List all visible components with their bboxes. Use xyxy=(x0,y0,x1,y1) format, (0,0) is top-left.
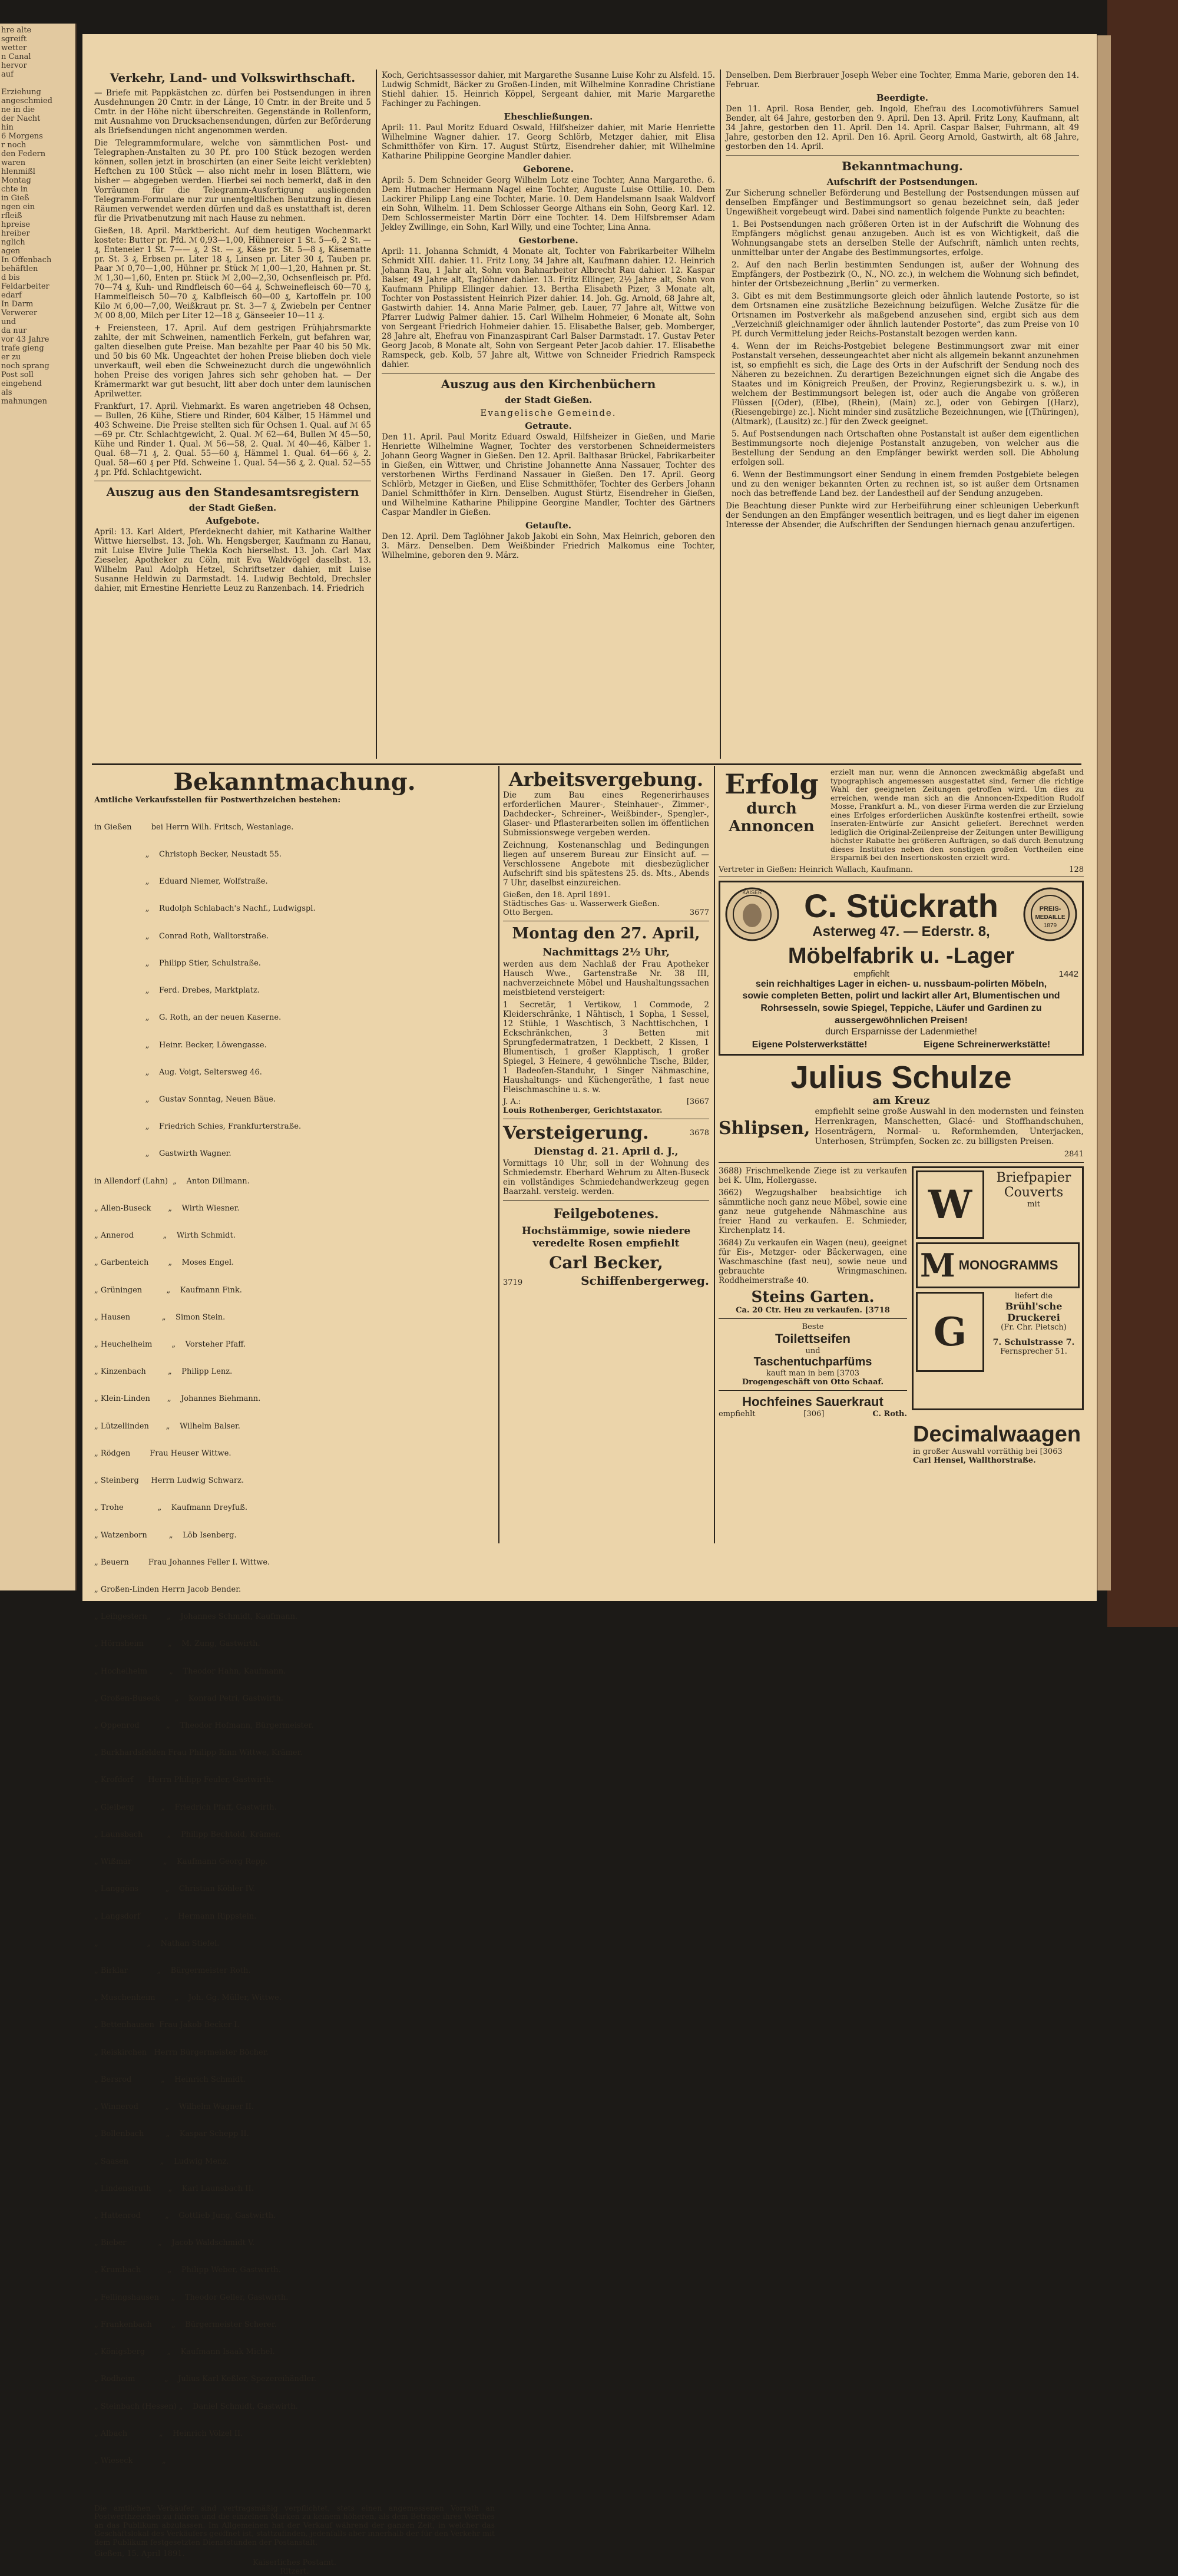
list-item: „ Königsberg „ Kaufmann Isaak Michel. xyxy=(94,2347,275,2357)
stueckrath-address: Asterweg 47. — Ederstr. 8, xyxy=(812,923,990,940)
kirchen-subheading: der Stadt Gießen. xyxy=(504,395,593,405)
montag-sign: J. A.: xyxy=(503,1097,521,1106)
list-item: „ Langgöns „ Christian Köhler IV. xyxy=(94,1884,255,1894)
schulze-number: 2841 xyxy=(1064,1149,1084,1159)
steins-garten-title: Steins Garten. xyxy=(751,1288,875,1306)
versteigerung-head xyxy=(503,1123,709,1143)
versteigerung-number: 3678 xyxy=(689,1129,709,1137)
list-item: „ Hattenrod „ Gottlieb Jung, Gastwirth. xyxy=(94,2211,276,2220)
bekanntmachung-1-item: 4. Wenn der im Reichs-Postgebiet belegene Bestimmungsort zwar mit einer Postanstalt versehen, desseungeachtet aber nicht als allgemein bekannt anzunehmen ist, so empfiehlt es sich, die Lage des Orts in der Aufschrift der Sendung noch des Näheren zu bezeichnen. Zu derartigen Bezeichnungen eignet sich die Angabe des Staates und im Königreich Preußen, der Provinz, Regierungsbezirk u. s. w.), in welchem der Bestimmungsort belegen ist, oder auch die Angabe von größeren Flüssen [(Oder), (Elbe), (Rhein), (Main) zc.], oder von Gebirgen [(Harz), (Riesengebirge) zc.]. Nicht minder sind zusätzliche Bezeichnungen, wie [(Thüringen), (Altmark), (Lausitz) zc.] für den Zweck geeignet. xyxy=(732,342,1079,426)
list-item: „ Launsbach „ Philipp Bechtold, Krämer. xyxy=(94,1830,281,1839)
stueckrath-text-1: sein reichhaltiges Lager in eichen- u. nussbaum-polirten Möbeln, xyxy=(755,978,1047,989)
briefpapier-monogramms xyxy=(916,1242,1080,1288)
list-item: „ G. Roth, an der neuen Kaserne. xyxy=(94,1013,282,1023)
arbeitsvergebung-date: Gießen, den 18. April 1891. xyxy=(503,891,611,900)
bekanntmachung-1-item: 5. Auf Postsendungen nach Ortschaften ohne Postanstalt ist außer dem eigentlichen Bestimmungsorte noch diejenige Postanstalt anzugeben, von welcher aus die Bestellung der Sendung an den Empfänger bewirkt werden soll. Die Abholung erfolgen soll. xyxy=(732,429,1079,467)
erfolg-ad-big-2: durch Annoncen xyxy=(729,800,815,835)
stueckrath-number: 1442 xyxy=(1058,968,1078,979)
list-item: „ Gustav Sonntag, Neuen Bäue. xyxy=(94,1095,276,1104)
getraute-heading: Getraute. xyxy=(525,421,572,431)
monogram-w-icon: W xyxy=(916,1170,984,1239)
list-item: „ Bollenbach „ Kaspar Schepp II. xyxy=(94,2129,249,2139)
decimalwaagen-title: Decimalwaagen xyxy=(913,1421,1081,1447)
list-item: „ Allen-Buseck „ Wirth Wiesner. xyxy=(94,1203,240,1213)
schulze-sub: am Kreuz xyxy=(872,1094,930,1107)
kirchen-gemeinde: Evangelische Gemeinde. xyxy=(480,408,617,418)
briefpapier-liefert: liefert die xyxy=(1014,1291,1053,1301)
beerdigte-heading: Beerdigte. xyxy=(876,92,929,103)
list-item: „ Fellingshausen „ Theodor Geller, Gastwirth. xyxy=(94,2293,289,2302)
list-item: „ Großen-Linden Herrn Jacob Bender. xyxy=(94,1585,241,1594)
list-item: „ Friedrich Schies, Frankfurterstraße. xyxy=(94,1122,302,1132)
list-item: „ Steinberg Herrn Ludwig Schwarz. xyxy=(94,1476,244,1486)
list-item: „ Christoph Becker, Neustadt 55. xyxy=(94,850,282,859)
list-item: „ Oppenrod „ Theodor Hofmann, Bürgermeister. xyxy=(94,1721,314,1731)
list-item: „ Burkhardsfelden Frau Philipp Rinn Wittwe, Krämer. xyxy=(94,1748,303,1758)
post-ad-name: Ritzert. xyxy=(280,2567,309,2576)
column-1 xyxy=(94,71,371,760)
montag-text-1: werden aus dem Nachlaß der Frau Apotheker Hausch Wwe., Gartenstraße Nr. 38 III, nachverzeichnete Möbel und Haushaltungssachen meistbietend versteigert: xyxy=(503,960,709,997)
medal-text-2: MEDAILLE xyxy=(1035,914,1066,921)
page-edge xyxy=(1097,35,1111,1590)
stueckrath-ad xyxy=(719,881,1084,1056)
toilette-und: und xyxy=(805,1346,820,1355)
section-rule xyxy=(92,763,1081,765)
geborene-heading: Geborene. xyxy=(523,164,574,174)
list-item: „ Krumbach „ Philipp Weber, Gastwirth. xyxy=(94,2266,281,2275)
list-item: „ Langsdorf „ Hermann Rippstein. xyxy=(94,1912,257,1921)
briefpapier-address: 7. Schulstrasse 7. xyxy=(992,1337,1075,1347)
list-item: „ Philipp Stier, Schulstraße. xyxy=(94,958,261,968)
divider xyxy=(719,1390,907,1391)
schulze-name: Julius Schulze xyxy=(790,1059,1012,1095)
column-rule xyxy=(720,70,721,759)
getaufte-text: Den 12. April. Dem Taglöhner Jakob Jakobi ein Sohn, Max Heinrich, geboren den 3. März. Denselben. Dem Weißbinder Friedrich Malkomus eine Tochter, Wilhelmine, geboren den 9. März. xyxy=(382,532,715,560)
stueckrath-empfiehlt-row xyxy=(724,969,1078,979)
kleinanzeige-1: 3688) Frischmelkende Ziege ist zu verkaufen bei K. Ulm, Hollergasse. xyxy=(719,1166,907,1185)
divider xyxy=(726,155,1079,156)
feilgebotenes-address: Schiffenbergerweg. xyxy=(581,1274,709,1288)
gestorbene-text: April: 11. Johanna Schmidt, 4 Monate alt, Tochter von Fabrikarbeiter Wilhelm Schmidt XIII. dahier. 11. Fritz Lony, 34 Jahre alt, Kaufmann dahier. 12. Heinrich Johann Rau, 1 Jahr alt, Sohn von Bahnarbeiter Albrecht Rau dahier. 12. Kaspar Balser, 49 Jahre alt, Taglöhner dahier. 13. Fritz Ellinger, 2½ Jahre alt, Sohn von Kaufmann Philipp Ellinger dahier. 13. Bertha Elisabeth Pizer, 3 Monate alt, Tochter von Postassistent Heinrich Pizer dahier. 14. Joh. Gg. Arnold, 68 Jahre alt, Gastwirth dahier. 14. Anna Marie Palmer, geb. Lauer, 77 Jahre alt, Wittwe von Pfarrer Ludwig Palmer dahier. 15. Carl Wilhelm Hohmeier, 6 Monate alt, Sohn von Sergeant Friedrich Hohmeier dahier. 15. Elisabethe Balser, geb. Momberger, 28 Jahre alt, Ehefrau von Finanzaspirant Carl Balser Darmstadt. 17. Gustav Peter Georg Jacob, 8 Monate alt, Sohn von Sergeant Peter Jacob dahier. 17. Elisabethe Ramspeck, geb. Kolb, 57 Jahre alt, Wittwe von Schneider Friedrich Ramspeck dahier. xyxy=(382,247,715,369)
list-item: „ Watzenborn „ Löb Isenberg. xyxy=(94,1530,237,1540)
bekanntmachung-1-item: 6. Wenn der Bestimmungsort einer Sendung in einem fremden Postgebiete belegen und zu den weniger bekannten Orten zu rechnen ist, so ist außer dem Ortsnamen noch das betreffende Land bez. der Landestheil auf der Sendung anzugeben. xyxy=(732,470,1079,498)
list-item: „ Krofdorf Herrn Philipp Feuler, Gastwirth. xyxy=(94,1775,274,1785)
post-ad-sign: Kaiserliches Postamt. xyxy=(252,2558,337,2568)
medal-text-3: 1879 xyxy=(1043,922,1057,929)
medal-icon xyxy=(724,886,780,943)
list-item: „ Heinr. Becker, Löwengasse. xyxy=(94,1040,267,1050)
verkehr-para-4: + Freiensteen, 17. April. Auf dem gestrigen Frühjahrsmarkte zahlte, der mit Schweinen, namentlich Ferkeln, gut befahren war, galten dieselben gute Preise. Man bezahlte per Paar 40 bis 50 Mk. und 50 bis 60 Mk. Ungeachtet der hohen Preise blieben doch viele unverkauft, weil eben die Schweinezucht durch die ungewöhnlich hohen Preise des vorigen Jahres sich sehr gehoben hat. — Der Krämermarkt war gut besucht, litt aber doch unter dem launischen Aprilwetter. xyxy=(94,323,371,399)
eheschliessungen-heading: Eheschließungen. xyxy=(504,111,593,122)
list-item: „ Wieseck „ xyxy=(94,2456,166,2465)
erfolg-ad-headline xyxy=(719,768,825,865)
briefpapier-line-2: Couverts xyxy=(1004,1185,1064,1200)
right-ads xyxy=(719,768,1084,1557)
verkehr-para-2: Die Telegrammformulare, welche von sämmtlichen Post- und Telegraphen-Anstalten zu 30 Pf. pro 100 Stück bezogen werden können, sollen jetzt in broschirten (an einer Seite leicht verklebten) Heftchen zu 100 Stück — also nicht mehr in losen Blättern, wie bisher — abgegeben werden. Hierbei sei noch bemerkt, daß in den Vorräumen für die Telegramm-Ausfertigung ausliegenden Telegramm-Formulare nur zur unentgeltlichen Benutzung in diesen Räumen verwendet werden dürfen und daß es unstatthaft ist, deren für die Privatbenutzung mit nach Hause zu nehmen. xyxy=(94,138,371,223)
small-ads-left xyxy=(719,1166,907,1418)
aufgebote-text: April: 13. Karl Aldert, Pferdeknecht dahier, mit Katharine Walther Wittwe hierselbst. 13. Joh. Wh. Hengsberger, Kaufmann zu Hanau, mit Luise Elvire Julie Thekla Koch hierselbst. 13. Joh. Carl Max Zieseler, Apotheker zu Cöln, mit Eva Waldvögel daselbst. 13. Wilhelm Paul Adolph Hetzel, Schriftsetzer dahier, mit Luise Susanne Heldwin zu Darmstadt. 14. Ludwig Bechtold, Drechsler dahier, mit Ernestine Henriette Leuz zu Ranzenbach. 14. Friedrich xyxy=(94,527,371,593)
list-item: „ Reiskirchen Herrn Bürgermeister Böcher. xyxy=(94,2048,269,2057)
briefpapier-owner: (Fr. Chr. Pietsch) xyxy=(1001,1322,1067,1332)
list-item: „ Gleiberg „ Friedrich Pfaff, Gastwirth. xyxy=(94,1803,277,1812)
eheschliessungen-text: April: 11. Paul Moritz Eduard Oswald, Hilfsheizer dahier, mit Marie Henriette Wilhelmine Wagner dahier. 17. Georg Schlörb, Metzger dahier, mit Elisa Schmitthöfer von Kirn. 17. August Stürtz, Eisendreher dahier, mit Wilhelmine Katharine Philippine Georgine Mandler dahier. xyxy=(382,123,715,161)
list-item: „ Winnerod „ Wilhelm Wagner II. xyxy=(94,2102,254,2112)
list-item: „ Muschenheim „ Joh. Gg. Müller, Wittwe. xyxy=(94,1993,282,2003)
medal-icon xyxy=(1022,886,1078,943)
arbeitsvergebung-footer xyxy=(503,908,709,917)
medal-text-1: PREIS- xyxy=(1039,905,1061,912)
aufgebote-heading: Aufgebote. xyxy=(206,515,260,526)
stueckrath-text-2: sowie completen Betten, polirt und lackirt aller Art, Blumentischen und Rohrsesseln, sowie Spiegel, Teppiche, Läufer und Gardinen zu aussergewöhnlichen Preisen! xyxy=(742,990,1060,1026)
list-item: „ Albach „ Heinrich Völzel II. xyxy=(94,2429,243,2438)
list-item: in Gießen bei Herrn Wilh. Fritsch, Westanlage. xyxy=(94,822,294,832)
montag-sub: Nachmittags 2½ Uhr, xyxy=(542,946,670,958)
list-item: „ Rudolph Schlabach's Nachf., Ludwigspl. xyxy=(94,904,316,914)
column-rule xyxy=(498,766,499,1543)
list-item: „ Rödgen Frau Heuser Wittwe. xyxy=(94,1449,231,1458)
sauerkraut-empfiehlt: empfiehlt xyxy=(719,1409,756,1418)
feilgebotenes-footer xyxy=(503,1274,709,1288)
column-3-continuation: Denselben. Dem Bierbrauer Joseph Weber eine Tochter, Emma Marie, geboren den 14. Februar. xyxy=(726,71,1079,90)
sauerkraut-title: Hochfeines Sauerkraut xyxy=(742,1394,884,1409)
stueckrath-empfiehlt: empfiehlt xyxy=(853,968,889,979)
toilette-kauft: kauft man in bem [3703 xyxy=(766,1368,860,1378)
list-item: „ Garbenteich „ Moses Engel. xyxy=(94,1258,234,1268)
briefpapier-text-block xyxy=(988,1170,1080,1239)
versteigerung-title: Versteigerung. xyxy=(503,1123,649,1143)
list-item: „ Leihgestern „ Johannes Schmidt, Kaufmann. xyxy=(94,1612,298,1622)
steins-garten-text: Ca. 20 Ctr. Heu zu verkaufen. [3718 xyxy=(736,1305,890,1315)
briefpapier-monogramms-text: MONOGRAMMS xyxy=(958,1257,1058,1272)
schulze-shlipsen: Shlipsen, xyxy=(719,1117,810,1139)
post-ad-title: Bekanntmachung. xyxy=(173,768,416,796)
verkehr-para-3: Gießen, 18. April. Marktbericht. Auf dem heutigen Wochenmarkt kostete: Butter pr. Pfd. ℳ 0,93—1,00, Hühnereier 1 St. 5—6, 2 St. — ₰, Enteneier 1 St. 7—— ₰, 2 St. — ₰, Käse pr. St. 5—8 ₰, Käsematte pr. St. 3 ₰, Erbsen pr. Liter 18 ₰, Linsen pr. Liter 30 ₰, Tauben pr. Paar ℳ 0,70—1,00, Hühner pr. Stück ℳ 1,00—1,20, Hahnen pr. St. ℳ 1,30—1,60, Enten pr. Stück ℳ 2,00—2,30, Ochsenfleisch pr. Pfd. 70—74 ₰, Kuh- und Rindfleisch 60—64 ₰, Schweinefleisch 60—70 ₰, Hammelfleisch 50—70 ₰, Kalbfleisch 60—00 ₰, Kartoffeln pr. 100 Kilo ℳ 6,00—7,00, Weißkraut pr. St. 3—7 ₰, Zwiebeln per Centner ℳ 00 8,00, Milch per Liter 12—18 ₰, Gänseeier 10—11 ₰. xyxy=(94,226,371,320)
list-item: „ Hausen „ Simon Stein. xyxy=(94,1312,226,1322)
getraute-text: Den 11. April. Paul Moritz Eduard Oswald, Hilfsheizer in Gießen, und Marie Henriette Wilhelmine Wagner, Tochter des verstorbenen Schneidermeisters Johann Georg Wagner in Gießen. Den 12. April. Balthasar Brückel, Fabrikarbeiter in Gießen, ein Wittwer, und Christine Johannette Anna Nassauer, Tochter des verstorbenen Wirths Ferdinand Nassauer in Gießen. Den 17. April. Georg Schlörb, Metzger in Gießen, und Elise Schmitthöfer, Tochter des Gerbers Johann Daniel Schmitthöfer in Kirn. Denselben. August Stürtz, Eisendreher in Gießen, und Wilhelmine Katharine Philippine Georgine Mandler, Tochter des Gärtners Caspar Mandler in Gießen. xyxy=(382,432,715,517)
erfolg-ad-text: erzielt man nur, wenn die Annoncen zweckmäßig abgefaßt und typographisch angemessen ausgestattet sind, ferner die richtige Wahl der geeigneten Zeitungen getroffen wird. Um dies zu erreichen, wende man sich an die Annoncen-Expedition Rudolf Mosse, Frankfurt a. M., von dieser Firma werden die zur Erzielung eines Erfolges erforderlichen Auskünfte kostenfrei ertheilt, sowie Inseraten-Entwürfe zur Ansicht geliefert. Berechnet werden lediglich die Original-Zeilenpreise der Zeitungen unter Bewilligung höchster Rabatte bei größeren Aufträgen, so daß durch Benutzung dieses Institutes neben den sonstigen großen Vortheilen eine Ersparniß bei den Insertionskosten erzielt wird. xyxy=(830,768,1084,862)
kleinanzeige-3: 3684) Zu verkaufen ein Wagen (neu), geeignet für Eis-, Metzger- oder Bäckerwagen, eine Waschmaschine (fast neu), sowie neue und gebrauchte Wringmaschinen. Roddheimerstraße 40. xyxy=(719,1238,907,1285)
versteigerung-text: Vormittags 10 Uhr, soll in der Wohnung des Schmiedemstr. Eberhard Wehrum zu Alten-Buseck ein vollständiges Schmiedehandwerkzeug gegen Baarzahl. versteig. werden. xyxy=(503,1159,709,1196)
arbeitsvergebung-sign: Städtisches Gas- u. Wasserwerk Gießen. xyxy=(503,900,660,908)
briefpapier-line-3: mit xyxy=(1027,1199,1040,1209)
schulze-body xyxy=(719,1107,1084,1150)
beerdigte-text: Den 11. April. Rosa Bender, geb. Ingold, Ehefrau des Locomotivführers Samuel Bender, alt 64 Jahre, gestorben den 9. April. Den 13. April. Fritz Lony, Kaufmann, alt 34 Jahre, gestorben den 11. April. Den 14. April. Caspar Balser, Fuhrmann, alt 49 Jahre, gestorben den 12. April. Den 16. April. Georg Arnold, Gastwirth, alt 68 Jahre, gestorben den 14. April. xyxy=(726,104,1079,151)
list-item: „ „ Nathan Stiefel. xyxy=(94,1939,220,1948)
feilgebotenes-name: Carl Becker, xyxy=(549,1253,663,1272)
briefpapier-phone: Fernsprecher 51. xyxy=(1000,1347,1067,1356)
bekanntmachung-1-item: 2. Auf den nach Berlin bestimmten Sendungen ist, außer der Wohnung des Empfängers, der Postbezirk (O., N., NO. zc.), in welchem die Wohnung sich befindet, hinter der Ortsbezeichnung „Berlin“ zu vermerken. xyxy=(732,260,1079,289)
arbeitsvergebung-title: Arbeitsvergebung. xyxy=(508,768,704,791)
gestorbene-heading: Gestorbene. xyxy=(518,235,578,246)
list-item: „ Hörnsheim „ M. Zung, Gastwirth. xyxy=(94,1639,260,1649)
toilette-title-1: Toilettseifen xyxy=(775,1331,851,1346)
left-page-fragment xyxy=(0,24,77,1590)
middle-ads xyxy=(503,768,709,1546)
erfolg-ad-big-1: Erfolg xyxy=(724,768,819,800)
verkehr-heading: Verkehr, Land- und Volkswirthschaft. xyxy=(110,71,356,85)
geborene-text: April: 5. Dem Schneider Georg Wilhelm Lotz eine Tochter, Anna Margarethe. 6. Dem Hutmacher Hermann Nagel eine Tochter, Auguste Luise Ottilie. 10. Dem Lackirer Philipp Lang eine Tochter, Marie. 10. Dem Handelsmann Isaak Waldvorf ein Sohn, Wilhelm. 11. Dem Schlosser George Althans ein Sohn, Georg Karl. 12. Dem Schlossermeister Martin Dörr eine Tochter. 14. Dem Hilfsbremser Adam Jekley Zwillinge, ein Sohn, Karl Willy, und eine Tochter, Lina Anna. xyxy=(382,176,715,232)
decimalwaagen-text: in großer Auswahl vorräthig bei [3063 xyxy=(913,1447,1063,1456)
kirchen-heading: Auszug aus den Kirchenbüchern xyxy=(441,377,656,391)
stueckrath-footer-left: Eigene Polsterwerkstätte! xyxy=(752,1039,868,1050)
column-3 xyxy=(726,71,1079,760)
briefpapier-bottom xyxy=(916,1292,1080,1372)
list-item: „ Lützellinden „ Wilhelm Balser. xyxy=(94,1421,240,1431)
toilette-sign: Drogengeschäft von Otto Schaaf. xyxy=(742,1377,884,1387)
list-item: „ Kinzenbach „ Philipp Lenz. xyxy=(94,1367,233,1377)
list-item: „ Gastwirth Wagner. xyxy=(94,1149,231,1159)
newspaper-page xyxy=(82,34,1097,2576)
feilgebotenes-number: 3719 xyxy=(503,1278,523,1287)
sauerkraut-number: [306] xyxy=(803,1409,825,1418)
monogram-m-icon: M xyxy=(920,1246,955,1284)
erfolg-ad-footer xyxy=(719,865,1084,877)
post-ad-outro: Die amtlichen Verkäufer sind vertragsmäßig verpflichtet, stets einen angemessenen Vorrath an Postwerthzeichen zu führen und die einzelnen Marken zu keinem höheren, als dem Betrage ihres Werthes an das Publikum abzulassen. Im Allgemeinen hat der Verkauf während der ganzen Zeit, in welcher das Geschäftslokal des Verkäufers geöffnet ist, stattzufinden, jedenfalls aber innerhalb der für den Verkehr mit dem Publikum festgesetzten Dienststunden der Postanstalt. xyxy=(94,2503,495,2547)
bekanntmachung-1-intro: Zur Sicherung schneller Beförderung und Bestellung der Postsendungen müssen auf denselben Empfänger und Bestimmungsort so genau bezeichnet sein, daß jeder Ungewißheit vorgebeugt wird. Dabei sind namentlich folgende Punkte zu beachten: xyxy=(726,189,1079,217)
bekanntmachung-1-subheading: Aufschrift der Postsendungen. xyxy=(826,177,978,187)
briefpapier-line-1: Briefpapier xyxy=(996,1170,1071,1185)
list-item: „ Frankenbach „ Bürgermeister Scherer. xyxy=(94,2320,277,2329)
list-item: „ Aug. Voigt, Seltersweg 46. xyxy=(94,1067,262,1077)
decimalwaagen-name: Carl Hensel, Wallthorstraße. xyxy=(913,1456,1036,1465)
stueckrath-head xyxy=(724,886,1078,943)
list-item: „ Bettenhausen Frau Jakob Becker I. xyxy=(94,2021,240,2030)
list-item: „ Hochelheim „ Theodor Hahn, Kaufmann. xyxy=(94,1666,286,1676)
monogram-g-icon: G xyxy=(916,1292,984,1372)
montag-text-2: 1 Secretär, 1 Vertikow, 1 Commode, 2 Kleiderschränke, 1 Nähtisch, 1 Sopha, 1 Sessel, 12 Stühle, 1 Waschtisch, 3 Nachttischchen, 1 Eckschränkchen, 3 Betten mit Sprungfedermatratzen, 1 Deckbett, 2 Kissen, 1 Blumentisch, 1 großer Klapptisch, 1 großer Spiegel, 3 Heinere, 4 gewöhnliche Tische, Bilder, 1 Badeofen-Standuhr, 1 Singer Nähmaschine, Haushaltungs- und Küchengeräthe, 1 fast neue Fleischmaschine u. s. w. xyxy=(503,1000,709,1094)
list-item: „ Wißmar „ Kaufmann Georg Repp. xyxy=(94,1857,268,1867)
standesamt-heading: Auszug aus den Standesamtsregistern xyxy=(106,485,359,499)
verkehr-para-5: Frankfurt, 17. April. Viehmarkt. Es waren angetrieben 48 Ochsen, — Bullen, 26 Kühe, Stiere und Rinder, 604 Kälber, 15 Hämmel und 403 Schweine. Die Preise stellten sich für Ochsen 1. Qual. auf ℳ 65—69 pr. Ctr. Schlachtgewicht, 2. Qual. ℳ 62—64, Bullen ℳ 45—50, Kühe und Rinder 1. Qual. ℳ 56—58, 2. Qual. ℳ 40—46, Kälber 1. Qual. 68—71 ₰, 2. Qual. 55—60 ₰, Hämmel 1. Qual. 64—66 ₰, 2. Qual. 58—60 ₰ per Pfd. Schweine 1. Qual. 54—56 ₰, 2. Qual. 52—55 ₰ pr. Pfd. Schlachtgewicht. xyxy=(94,402,371,477)
post-ad-date: Gießen, 15. April 1891. xyxy=(94,2549,185,2559)
list-item: „ Bersrod „ Heinrich Schmidt. xyxy=(94,2075,246,2084)
list-item: „ Annerod „ Wirth Schmidt. xyxy=(94,1231,236,1241)
briefpapier-druckerei xyxy=(988,1292,1080,1372)
kleinanzeige-2: 3662) Wegzugshalber beabsichtige ich sämmtliche noch ganz neue Möbel, sowie eine ganz neue gutgehende Nähmaschine aus freier Hand zu verkaufen. E. Schmieder, Kirchenplatz 14. xyxy=(719,1188,907,1235)
post-ad xyxy=(94,768,495,2576)
toilette-title-2: Taschentuchparfüms xyxy=(753,1355,872,1368)
list-item: „ Conrad Roth, Walltorstraße. xyxy=(94,931,269,941)
list-item: „ Bieber „ Jacob Waldschmidt V. xyxy=(94,2238,255,2248)
list-item: „ Ferd. Drebes, Marktplatz. xyxy=(94,986,260,996)
bekanntmachung-1-outro: Die Beachtung dieser Punkte wird zur Herbeiführung einer schleunigen Ueberkunft der Sendungen an den Empfänger wesentlich beitragen, und es liegt daher im eigenen Interesse der Absender, die Aufschriften der Sendungen hiernach genau anzufertigen. xyxy=(726,501,1079,530)
list-item: „ Eduard Niemer, Wolfstraße. xyxy=(94,877,268,887)
getaufte-heading: Getaufte. xyxy=(525,520,572,531)
briefpapier-top xyxy=(916,1170,1080,1239)
briefpapier-ad xyxy=(912,1166,1084,1410)
bekanntmachung-1-heading: Bekanntmachung. xyxy=(842,159,963,173)
arbeitsvergebung-text-2: Zeichnung, Kostenanschlag und Bedingungen liegen auf unserem Bureau zur Einsicht auf. — Verschlossene Angebote mit diesbezüglicher Aufschrift sind bis spätestens 25. ds. Mts., Abends 7 Uhr, daselbst einzureichen. xyxy=(503,841,709,888)
arbeitsvergebung-number: 3677 xyxy=(689,908,709,917)
list-item: „ Steinbach (Hessen) „ Daniel Schmidt, Gastwirth. xyxy=(94,2402,298,2411)
list-item: „ Großen-Buseck „ Konrad Petri, Gastwirth. xyxy=(94,1694,283,1703)
list-item: „ Grüningen „ Kaufmann Fink. xyxy=(94,1285,242,1295)
medal-left-text: KAISER xyxy=(742,889,762,895)
list-item: „ Beuern Frau Johannes Feller I. Wittwe. xyxy=(94,1557,270,1567)
bekanntmachung-1-item: 1. Bei Postsendungen nach größeren Orten ist in der Aufschrift die Wohnung des Empfängers möglichst genau anzugeben. Auch ist es von Wichtigkeit, daß die Wohnungsangabe stets an derselben Stelle der Aufschrift, nämlich unten rechts, unmittelbar unter der Angabe des Bestimmungsortes, erfolge. xyxy=(732,220,1079,257)
list-item: „ Lindenstruth „ Karl Launsbach II. xyxy=(94,2184,254,2193)
list-item: „ Saasen „ Ludwig Menz. xyxy=(94,2157,229,2166)
schulze-text: empfiehlt seine große Auswahl in den modernsten und feinsten Herrenkragen, Manschetten, Glacé- und Stoffhandschuhen, Hosenträgern, Normal- u. Reformhemden, Unterjacken, Unterhosen, Strümpfen, Socken zc. zu billigsten Preisen. xyxy=(815,1106,1084,1146)
montag-number: [3667 xyxy=(686,1097,709,1106)
arbeitsvergebung-text-1: Die zum Bau eines Regenerirhauses erforderlichen Maurer-, Steinhauer-, Zimmer-, Dachdecker-, Schreiner-, Weißbinder-, Spengler-, Glaser- und Pflasterarbeiten sollen im öffentlichen Submissionswege vergeben werden. xyxy=(503,791,709,838)
list-item: „ Heuchelheim „ Vorsteher Pfaff. xyxy=(94,1340,246,1349)
stueckrath-footer-right: Eigene Schreinerwerkstätte! xyxy=(923,1039,1051,1050)
bekanntmachung-1-item: 3. Gibt es mit dem Bestimmungsorte gleich oder ähnlich lautende Postorte, so ist dem Ortsnamen eine zusätzliche Bezeichnung beizufügen. Welche Zusätze für die Ortsnamen im Postverkehr als maßgebend anzusehen sind, ergibt sich aus dem „Verzeichniß gleichnamiger oder ähnlich lautender Postorte“, das zum Preise von 10 Pf. durch Vermittelung jeder Reichs-Postanstalt bezogen werden kann. xyxy=(732,292,1079,339)
schulze-ad xyxy=(719,1060,1084,1163)
briefpapier-firm: Brühl'sche Druckerei xyxy=(1005,1300,1063,1323)
stueckrath-headline: Möbelfabrik u. -Lager xyxy=(787,943,1015,968)
list-item: in Allendorf (Lahn) „ Anton Dillmann. xyxy=(94,1176,250,1186)
list-item: „ Trohe „ Kaufmann Dreyfuß. xyxy=(94,1503,248,1513)
erfolg-ad-vertreter: Vertreter in Gießen: Heinrich Wallach, Kaufmann. xyxy=(719,865,913,874)
small-ads-row xyxy=(719,1166,1084,1418)
post-ad-intro: Amtliche Verkaufsstellen für Postwerthzeichen bestehen: xyxy=(94,796,341,805)
stueckrath-text-3: durch Ersparnisse der Ladenmiethe! xyxy=(825,1026,977,1037)
stueckrath-title-block xyxy=(804,888,998,940)
erfolg-ad xyxy=(719,768,1084,865)
erfolg-ad-number: 128 xyxy=(1069,865,1084,874)
list-item: „ Rodheim „ Julius Karl Keßler, Spezereihändler. xyxy=(94,2375,317,2384)
feilgebotenes-text: Hochstämmige, sowie niedere veredelte Rosen empfiehlt xyxy=(521,1225,691,1249)
list-item: „ Birklar „ Bürgermeister Roth. xyxy=(94,1966,251,1975)
toilette-beste: Beste xyxy=(802,1322,824,1331)
list-item: „ Klein-Linden „ Johannes Biehmann. xyxy=(94,1394,261,1404)
montag-title: Montag den 27. April, xyxy=(512,925,700,943)
book-spine-right xyxy=(1107,0,1178,1627)
feilgebotenes-title: Feilgebotenes. xyxy=(553,1206,659,1222)
sauerkraut-name: C. Roth. xyxy=(872,1409,907,1418)
montag-sign-row xyxy=(503,1097,709,1106)
column-rule xyxy=(376,70,377,759)
post-ad-list xyxy=(94,805,495,2502)
verkehr-para-1: — Briefe mit Pappkästchen zc. dürfen bei Postsendungen in ihren Ausdehnungen 20 Cmtr. in der Länge, 10 Cmtr. in der Breite und 5 Cmtr. in der Höhe nicht überschreiten. Gegenstände in Rollenform, mit Ausnahme von Drucksachensendungen, dürfen zur Beförderung als Briefsendungen nicht angenommen werden. xyxy=(94,88,371,135)
left-page-text: hre alte sgreift wetter n Canal hervor auf Erziehung angeschmied ne in die der Nacht hin 6 Morgens r noch den Federn waren hlenmißl Montag chte in in Gieß ngen ein rfleiß hpreise hreiber nglich agen In Offenbach behäftlen d bis Feldarbeiter edarf In Darm Verwerer und da nur vor 43 Jahre trafe gieng er zu noch sprang Post soll eingehend als mahnungen xyxy=(1,26,52,406)
divider xyxy=(503,1200,709,1201)
montag-name: Louis Rothenberger, Gerichtstaxator. xyxy=(503,1106,663,1115)
decimalwaagen-ad xyxy=(719,1422,1084,1465)
arbeitsvergebung-name: Otto Bergen. xyxy=(503,908,554,917)
standesamt-subheading: der Stadt Gießen. xyxy=(188,502,277,513)
versteigerung-sub: Dienstag d. 21. April d. J., xyxy=(534,1146,679,1158)
divider xyxy=(719,1318,907,1319)
column-rule xyxy=(714,766,715,1543)
stueckrath-footer xyxy=(724,1040,1078,1050)
sauerkraut-footer xyxy=(719,1410,907,1418)
column-2-continuation: Koch, Gerichtsassessor dahier, mit Margarethe Susanne Luise Kohr zu Alsfeld. 15. Ludwig Schmidt, Bäcker zu Großen-Linden, mit Wilhelmine Konradine Christiane Stiehl dahier. 15. Heinrich Köppel, Sergeant dahier, mit Marie Margarethe Fachinger zu Fachingen. xyxy=(382,71,715,108)
stueckrath-name: C. Stückrath xyxy=(804,887,998,924)
column-2 xyxy=(382,71,715,760)
